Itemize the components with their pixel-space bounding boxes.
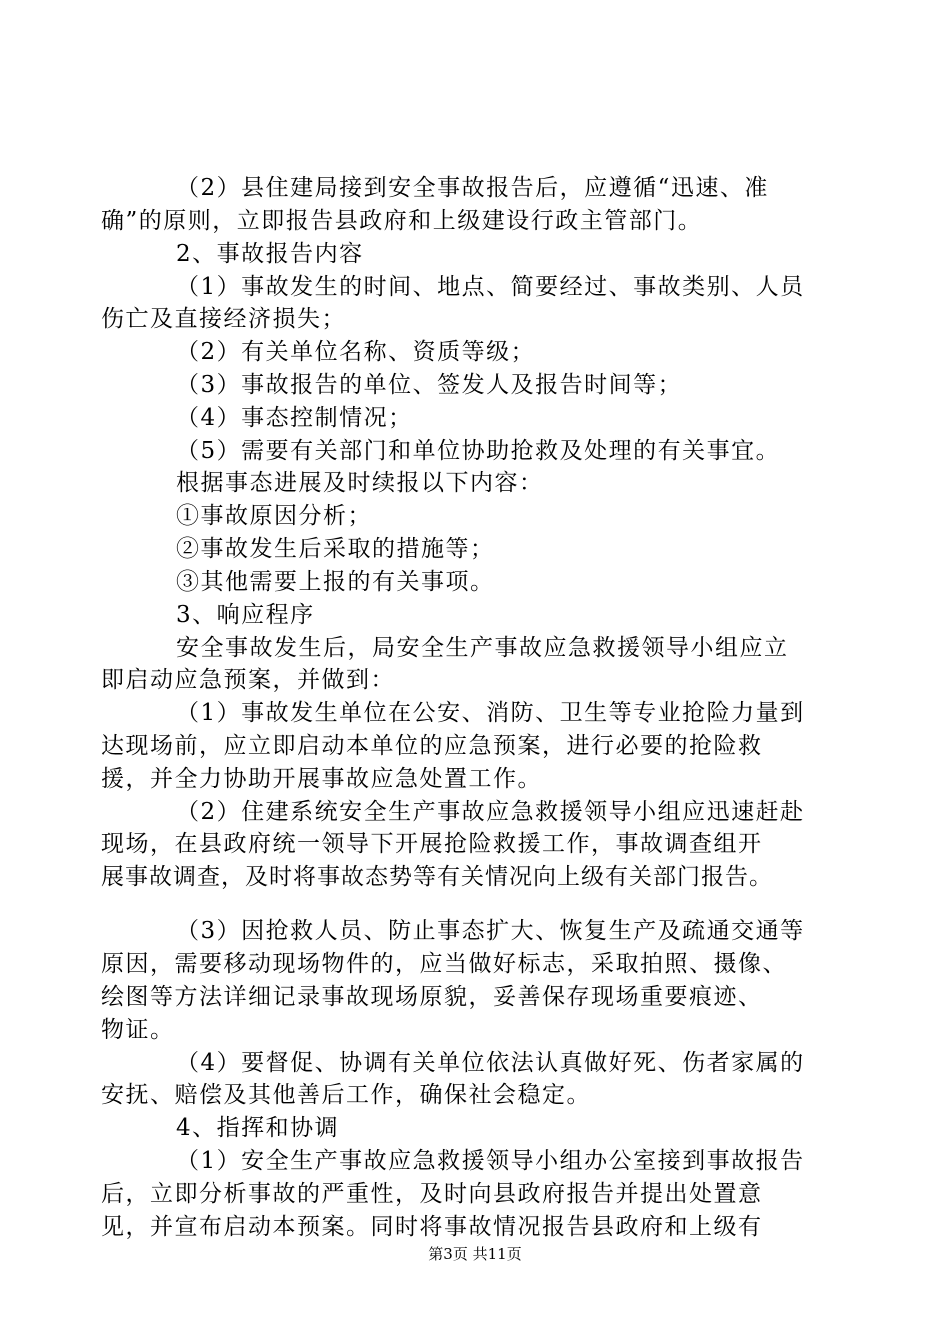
- text-line: 达现场前，应立即启动本单位的应急预案，进行必要的抢险救: [101, 733, 763, 759]
- text-line: ②事故发生后采取的措施等；: [176, 536, 495, 562]
- text-line: 伤亡及直接经济损失；: [101, 306, 346, 332]
- text-line: ①事故原因分析；: [176, 503, 372, 529]
- text-line: （1）事故发生单位在公安、消防、卫生等专业抢险力量到: [176, 700, 805, 726]
- text-line: （1）安全生产事故应急救援领导小组办公室接到事故报告: [176, 1148, 805, 1174]
- text-line: 绘图等方法详细记录事故现场原貌，妥善保存现场重要痕迹、: [101, 984, 763, 1010]
- section-heading: 2、事故报告内容: [176, 241, 364, 267]
- text-line: 安抚、赔偿及其他善后工作，确保社会稳定。: [101, 1082, 591, 1108]
- text-line: 根据事态进展及时续报以下内容：: [176, 470, 544, 496]
- text-line: （2）有关单位名称、资质等级；: [176, 339, 536, 365]
- text-line: ③其他需要上报的有关事项。: [176, 569, 495, 595]
- text-line: 见，并宣布启动本预案。同时将事故情况报告县政府和上级有: [101, 1214, 763, 1240]
- text-line: 援，并全力协助开展事故应急处置工作。: [101, 766, 542, 792]
- text-line: 后，立即分析事故的严重性，及时向县政府报告并提出处置意: [101, 1181, 763, 1207]
- text-line: 原因，需要移动现场物件的，应当做好标志，采取拍照、摄像、: [101, 951, 787, 977]
- section-heading: 3、响应程序: [176, 602, 315, 628]
- text-line: （2）县住建局接到安全事故报告后，应遵循“迅速、准: [176, 175, 769, 201]
- text-line: （5）需要有关部门和单位协助抢救及处理的有关事宜。: [176, 438, 781, 464]
- text-line: 物证。: [101, 1017, 175, 1043]
- text-line: （4）事态控制情况；: [176, 405, 413, 431]
- text-line: （4）要督促、协调有关单位依法认真做好死、伤者家属的: [176, 1050, 805, 1076]
- text-line: （3）因抢救人员、防止事态扩大、恢复生产及疏通交通等: [176, 918, 805, 944]
- text-line: 展事故调查，及时将事故态势等有关情况向上级有关部门报告。: [101, 864, 773, 890]
- text-line: （1）事故发生的时间、地点、简要经过、事故类别、人员: [176, 274, 805, 300]
- page-number: 第3页 共11页: [428, 1245, 522, 1263]
- text-line: （3）事故报告的单位、签发人及报告时间等；: [176, 372, 683, 398]
- text-line: 确”的原则，立即报告县政府和上级建设行政主管部门。: [101, 208, 703, 234]
- text-line: （2）住建系统安全生产事故应急救援领导小组应迅速赶赴: [176, 799, 805, 825]
- text-line: 即启动应急预案，并做到：: [101, 667, 395, 693]
- text-line: 安全事故发生后，局安全生产事故应急救援领导小组应立: [176, 635, 789, 661]
- text-line: 现场，在县政府统一领导下开展抢险救援工作，事故调查组开: [101, 831, 763, 857]
- section-heading: 4、指挥和协调: [176, 1115, 340, 1141]
